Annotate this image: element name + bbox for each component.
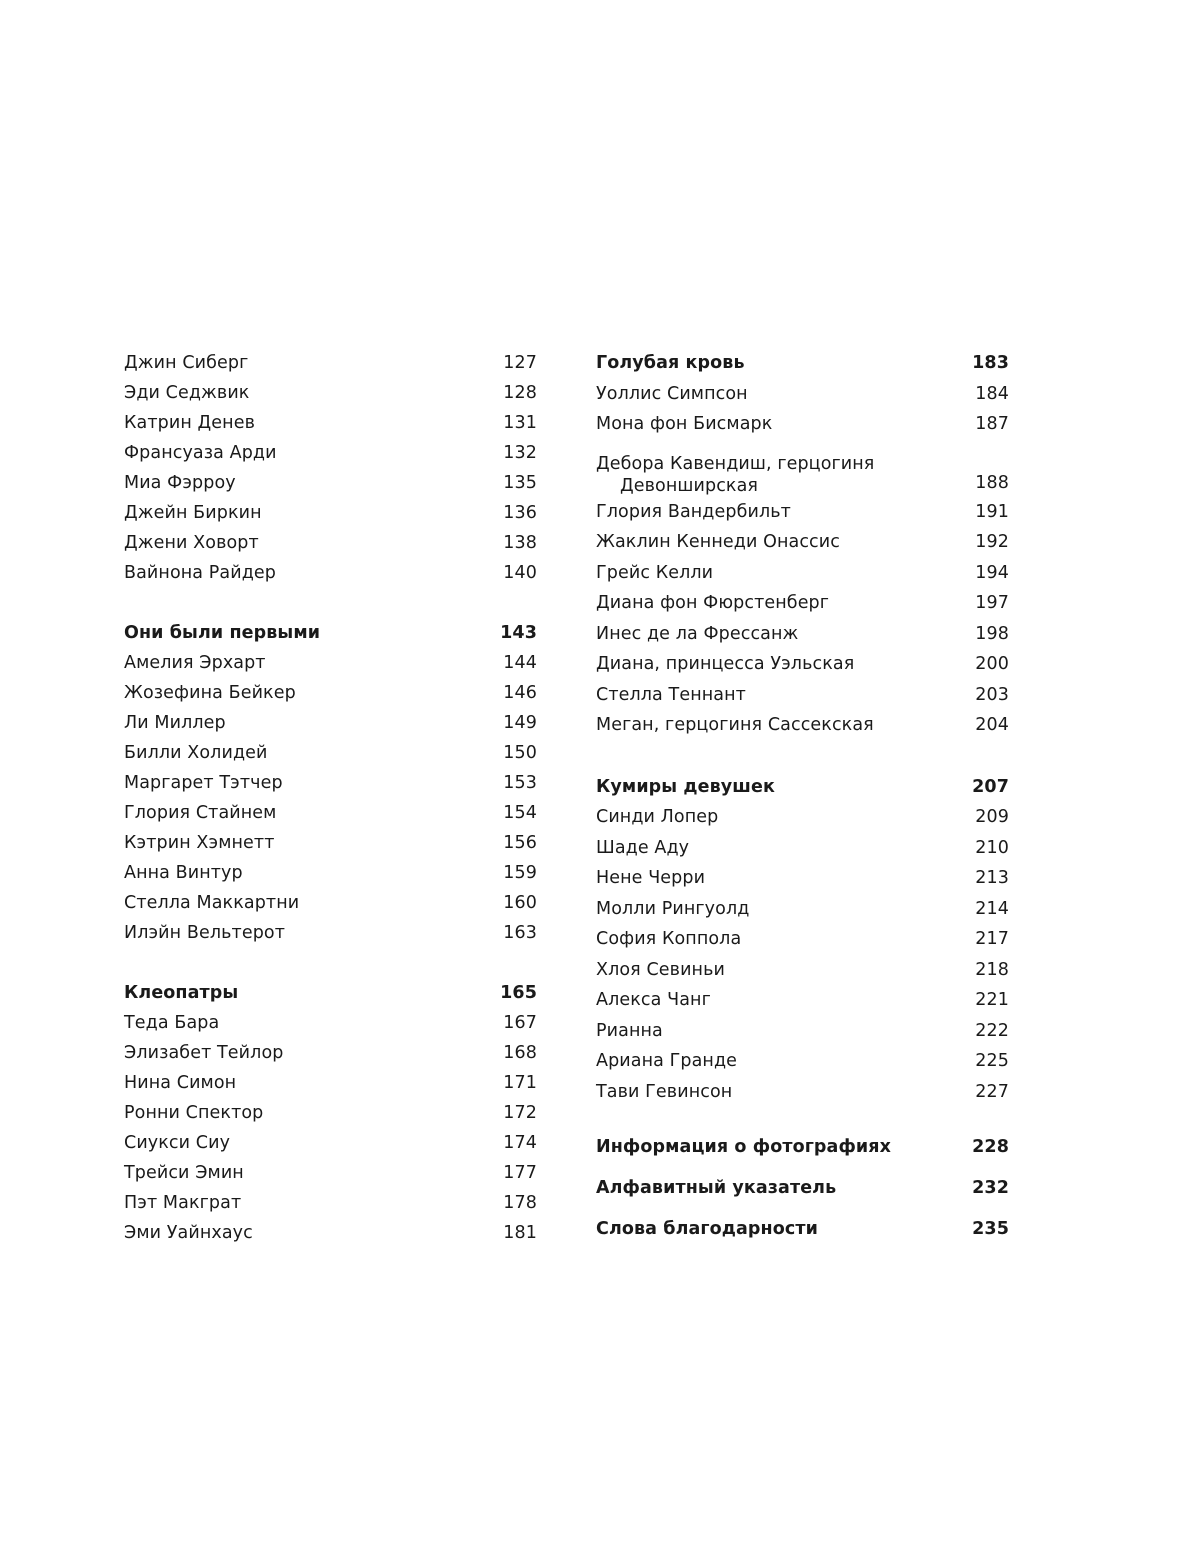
toc-entry-title: Миа Фэрроу — [124, 473, 236, 493]
toc-entry-page: 213 — [975, 868, 1009, 888]
toc-entry-title: Ронни Спектор — [124, 1103, 264, 1123]
section-heading-title: Они были первыми — [124, 623, 321, 643]
toc-entry-page: 203 — [975, 684, 1009, 705]
toc-entry-title: Диана фон Фюрстенберг — [596, 593, 830, 613]
section-heading-page: 207 — [972, 776, 1009, 797]
toc-entry[interactable] — [124, 738, 537, 768]
toc-entry-page: 128 — [503, 383, 537, 403]
toc-entry-page: 197 — [975, 593, 1009, 613]
section-heading-page: 232 — [972, 1178, 1009, 1198]
toc-entry[interactable] — [596, 558, 1009, 589]
toc-entry-title: Шаде Аду — [596, 837, 690, 858]
toc-entry-page: 138 — [503, 533, 537, 553]
toc-entry-page: 150 — [503, 743, 537, 763]
toc-entry-title: Глория Стайнем — [124, 803, 277, 823]
section-heading-title: Кумиры девушек — [596, 776, 775, 797]
toc-entry-title: Анна Винтур — [124, 863, 243, 883]
toc-entry-page: 163 — [503, 923, 537, 943]
toc-entry-title: Эми Уайнхаус — [124, 1223, 253, 1243]
toc-entry-page: 210 — [975, 837, 1009, 858]
toc-section-heading[interactable] — [596, 348, 1009, 379]
toc-entry[interactable] — [124, 1158, 537, 1188]
toc-entry-title: Глория Вандербильт — [596, 501, 791, 522]
toc-entry[interactable] — [596, 588, 1009, 619]
toc-entry-page: 172 — [503, 1103, 537, 1123]
toc-entry-page: 174 — [503, 1133, 537, 1153]
toc-entry[interactable] — [124, 678, 537, 708]
toc-entry-title: Теда Бара — [124, 1013, 220, 1033]
toc-entry-title: Грейс Келли — [596, 562, 714, 583]
toc-entry[interactable] — [596, 1016, 1009, 1047]
toc-entry[interactable] — [124, 1188, 537, 1218]
toc-entry-page: 222 — [975, 1020, 1009, 1041]
toc-entry[interactable] — [124, 1008, 537, 1038]
toc-entry-page: 154 — [503, 803, 537, 823]
section-spacer — [596, 741, 1009, 772]
toc-entry-title: Илэйн Вельтерот — [124, 923, 285, 943]
toc-entry-page: 156 — [503, 833, 537, 853]
toc-section-heading[interactable] — [596, 772, 1009, 803]
toc-entry-title: Кэтрин Хэмнетт — [124, 833, 275, 853]
toc-entry-title: Мона фон Бисмарк — [596, 414, 773, 434]
toc-entry-page: 159 — [503, 863, 537, 883]
toc-entry-page: 192 — [975, 532, 1009, 552]
toc-entry-page: 153 — [503, 773, 537, 793]
toc-entry-title-line1: Дебора Кавендиш, герцогиня — [596, 453, 875, 474]
toc-entry[interactable] — [124, 1128, 537, 1158]
toc-entry[interactable] — [596, 1046, 1009, 1077]
toc-entry[interactable] — [596, 680, 1009, 711]
toc-entry-page: 198 — [975, 623, 1009, 644]
toc-entry[interactable] — [596, 985, 1009, 1016]
toc-entry-title: Жаклин Кеннеди Онассис — [596, 532, 840, 552]
toc-entry-title: Сиукси Сиу — [124, 1133, 231, 1153]
toc-entry[interactable] — [596, 924, 1009, 955]
toc-entry-page: 221 — [975, 990, 1009, 1010]
toc-entry-page: 140 — [503, 563, 537, 583]
toc-entry[interactable] — [596, 894, 1009, 925]
section-heading-title: Информация о фотографиях — [596, 1137, 892, 1157]
toc-entry-title: Стелла Маккартни — [124, 893, 300, 913]
toc-entry-title: Трейси Эмин — [124, 1163, 244, 1183]
toc-entry-title: Амелия Эрхарт — [124, 653, 266, 673]
toc-entry[interactable] — [124, 798, 537, 828]
toc-right-column — [596, 348, 1009, 1250]
toc-entry-title-line2: Девонширская — [620, 475, 759, 496]
toc-entry-title: Маргарет Тэтчер — [124, 773, 283, 793]
toc-entry[interactable] — [124, 1038, 537, 1068]
toc-entry-title: Инес де ла Фрессанж — [596, 623, 799, 644]
toc-entry-title: Ариана Гранде — [596, 1051, 738, 1071]
toc-entry[interactable] — [124, 1068, 537, 1098]
toc-entry[interactable] — [596, 527, 1009, 558]
toc-entry-title: Катрин Денев — [124, 413, 255, 433]
toc-entry[interactable] — [124, 1218, 537, 1248]
toc-entry-page: 146 — [503, 683, 537, 703]
section-heading-page: 228 — [972, 1137, 1009, 1157]
toc-entry[interactable] — [596, 1077, 1009, 1108]
toc-entry-title: Хлоя Севиньи — [596, 959, 725, 980]
toc-section-heading[interactable] — [596, 1168, 1009, 1209]
toc-entry-page: 225 — [975, 1051, 1009, 1071]
toc-entry[interactable] — [596, 619, 1009, 650]
section-spacer — [124, 588, 537, 618]
toc-entry[interactable] — [596, 379, 1009, 410]
toc-section-heading[interactable] — [124, 618, 537, 648]
toc-entry-title: Диана, принцесса Уэльская — [596, 654, 855, 674]
toc-entry-title: Франсуаза Арди — [124, 443, 277, 463]
section-spacer — [124, 948, 537, 978]
toc-entry[interactable] — [596, 649, 1009, 680]
toc-entry-page: 136 — [503, 503, 537, 523]
toc-entry[interactable] — [124, 438, 537, 468]
toc-entry-page: 127 — [503, 353, 537, 373]
toc-entry-page: 217 — [975, 929, 1009, 949]
toc-entry[interactable] — [124, 468, 537, 498]
section-heading-page: 183 — [972, 353, 1009, 373]
toc-entry-page: 204 — [975, 715, 1009, 735]
section-spacer — [596, 1107, 1009, 1127]
toc-entry[interactable] — [124, 918, 537, 948]
toc-entry-title: Уоллис Симпсон — [596, 383, 748, 404]
toc-entry[interactable] — [596, 802, 1009, 833]
toc-entry[interactable] — [124, 888, 537, 918]
toc-entry-page: 181 — [503, 1223, 537, 1243]
toc-entry[interactable] — [596, 833, 1009, 864]
toc-entry-page: 177 — [503, 1163, 537, 1183]
toc-entry-page: 160 — [503, 893, 537, 913]
toc-entry-title: Джин Сиберг — [124, 353, 249, 373]
toc-entry-page: 178 — [503, 1193, 537, 1213]
toc-entry-page: 209 — [975, 807, 1009, 827]
section-heading-title: Алфавитный указатель — [596, 1178, 837, 1198]
toc-entry[interactable] — [124, 408, 537, 438]
section-heading-title: Голубая кровь — [596, 353, 745, 373]
toc-entry[interactable] — [124, 348, 537, 378]
toc-entry-title: Джени Ховорт — [124, 533, 259, 553]
section-heading-page: 235 — [972, 1219, 1009, 1239]
toc-entry-page: 191 — [975, 501, 1009, 522]
toc-entry[interactable] — [124, 1098, 537, 1128]
toc-entry-page: 194 — [975, 562, 1009, 583]
section-heading-page: 143 — [500, 623, 537, 643]
toc-entry-page: 167 — [503, 1013, 537, 1033]
toc-entry[interactable] — [124, 558, 537, 588]
toc-entry-title: Нене Черри — [596, 868, 706, 888]
toc-entry-title: Элизабет Тейлор — [124, 1043, 284, 1063]
toc-entry-page: 135 — [503, 473, 537, 493]
toc-entry[interactable] — [596, 440, 1009, 497]
toc-entry-page: 218 — [975, 959, 1009, 980]
toc-entry-title: Стелла Теннант — [596, 684, 746, 705]
toc-entry[interactable] — [596, 497, 1009, 528]
toc-entry-title: Рианна — [596, 1020, 663, 1041]
toc-entry[interactable] — [596, 409, 1009, 440]
toc-section-heading[interactable] — [124, 978, 537, 1008]
toc-entry[interactable] — [124, 858, 537, 888]
toc-entry-page: 187 — [975, 414, 1009, 434]
toc-left-column — [124, 348, 537, 1248]
toc-entry-title: Джейн Биркин — [124, 503, 262, 523]
toc-entry[interactable] — [124, 528, 537, 558]
toc-entry[interactable] — [596, 955, 1009, 986]
toc-entry[interactable] — [124, 828, 537, 858]
toc-entry-title: Ли Миллер — [124, 713, 226, 733]
toc-entry-page: 149 — [503, 713, 537, 733]
toc-section-heading[interactable] — [596, 1127, 1009, 1168]
toc-entry-title: Тави Гевинсон — [596, 1081, 733, 1102]
toc-entry[interactable] — [596, 863, 1009, 894]
toc-entry-page: 188 — [975, 472, 1009, 493]
toc-entry[interactable] — [124, 498, 537, 528]
toc-entry-title — [596, 453, 896, 497]
toc-section-heading[interactable] — [596, 1209, 1009, 1250]
toc-entry-page: 132 — [503, 443, 537, 463]
toc-entry-page: 144 — [503, 653, 537, 673]
section-heading-title: Клеопатры — [124, 983, 239, 1003]
toc-entry-page: 171 — [503, 1073, 537, 1093]
toc-entry-page: 131 — [503, 413, 537, 433]
section-heading-page: 165 — [500, 983, 537, 1003]
toc-entry[interactable] — [124, 708, 537, 738]
toc-entry[interactable] — [124, 768, 537, 798]
toc-entry-title: Эди Седжвик — [124, 383, 250, 403]
toc-entry-page: 168 — [503, 1043, 537, 1063]
toc-entry[interactable] — [124, 378, 537, 408]
toc-entry-title: Меган, герцогиня Сассекская — [596, 715, 874, 735]
toc-entry-title: Пэт Макграт — [124, 1193, 242, 1213]
toc-entry-title: Жозефина Бейкер — [124, 683, 296, 703]
toc-entry-page: 200 — [975, 654, 1009, 674]
toc-entry-title: София Коппола — [596, 929, 742, 949]
toc-entry-title: Молли Рингуолд — [596, 898, 750, 919]
toc-entry-title: Синди Лопер — [596, 807, 719, 827]
toc-entry-page: 227 — [975, 1081, 1009, 1102]
toc-entry-title: Алекса Чанг — [596, 990, 711, 1010]
toc-entry[interactable] — [124, 648, 537, 678]
toc-entry[interactable] — [596, 710, 1009, 741]
toc-entry-page: 214 — [975, 898, 1009, 919]
section-heading-title: Слова благодарности — [596, 1219, 818, 1239]
toc-entry-page: 184 — [975, 383, 1009, 404]
toc-entry-title: Билли Холидей — [124, 743, 268, 763]
toc-entry-title: Нина Симон — [124, 1073, 237, 1093]
toc-entry-title: Вайнона Райдер — [124, 563, 277, 583]
